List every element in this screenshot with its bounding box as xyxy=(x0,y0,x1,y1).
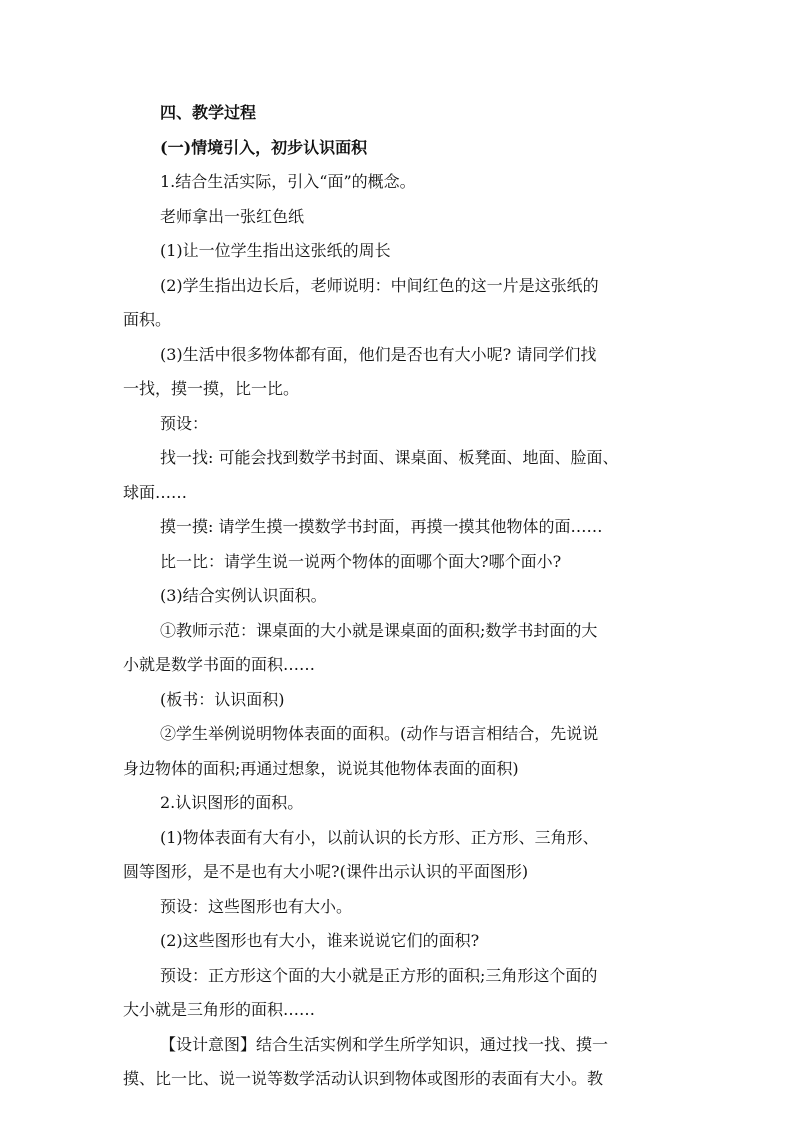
section-heading: 四、教学过程 xyxy=(160,103,257,122)
paragraph-line: (板书：认识面积) xyxy=(160,689,285,709)
paragraph-line: 预设：正方形这个面的大小就是正方形的面积;三角形这个面的 xyxy=(160,965,598,985)
paragraph-line: 比一比：请学生说一说两个物体的面哪个面大?哪个面小? xyxy=(160,551,562,571)
paragraph-line: 小就是数学书面的面积…… xyxy=(123,655,316,674)
paragraph-line: (1)让一位学生指出这张纸的周长 xyxy=(160,241,391,260)
section-heading: (一)情境引入，初步认识面积 xyxy=(160,137,368,157)
paragraph-line: 摸、比一比、说一说等数学活动认识到物体或图形的表面有大小。教 xyxy=(123,1069,604,1088)
paragraph-line: ②学生举例说明物体表面的面积。(动作与语言相结合，先说说 xyxy=(160,724,599,743)
paragraph-line: 预设：这些图形也有大小。 xyxy=(160,896,353,916)
paragraph-line: 老师拿出一张红色纸 xyxy=(160,206,305,226)
paragraph-line: 1.结合生活实际，引入“面”的概念。 xyxy=(160,172,416,191)
paragraph-line: 预设： xyxy=(160,413,209,433)
paragraph-line: 2.认识图形的面积。 xyxy=(160,793,304,812)
paragraph-line: (3)生活中很多物体都有面，他们是否也有大小呢? 请同学们找 xyxy=(160,344,597,364)
paragraph-line: (3)结合实例认识面积。 xyxy=(160,586,327,605)
paragraph-line: 面积。 xyxy=(123,310,172,329)
paragraph-line: (1)物体表面有大有小，以前认识的长方形、正方形、三角形、 xyxy=(160,827,599,847)
paragraph-line: (2)这些图形也有大小，谁来说说它们的面积? xyxy=(160,931,480,950)
paragraph-line: 【设计意图】结合生活实例和学生所学知识，通过找一找、摸一 xyxy=(160,1034,609,1054)
paragraph-line: 球面…… xyxy=(123,482,188,502)
paragraph-line: 大小就是三角形的面积…… xyxy=(123,1000,316,1019)
document-body xyxy=(123,96,675,1097)
paragraph-line: 圆等图形，是不是也有大小呢?(课件出示认识的平面图形) xyxy=(123,862,529,881)
paragraph-line: (2)学生指出边长后，老师说明：中间红色的这一片是这张纸的 xyxy=(160,275,599,295)
paragraph-line: 摸一摸: 请学生摸一摸数学书封面，再摸一摸其他物体的面…… xyxy=(160,517,603,536)
paragraph-line: 身边物体的面积;再通过想象，说说其他物体表面的面积) xyxy=(123,758,519,778)
paragraph-line: 找一找: 可能会找到数学书封面、课桌面、板凳面、地面、脸面、 xyxy=(160,448,619,467)
paragraph-line: ①教师示范：课桌面的大小就是课桌面的面积;数学书封面的大 xyxy=(160,620,598,640)
paragraph-line: 一找，摸一摸，比一比。 xyxy=(123,379,300,398)
